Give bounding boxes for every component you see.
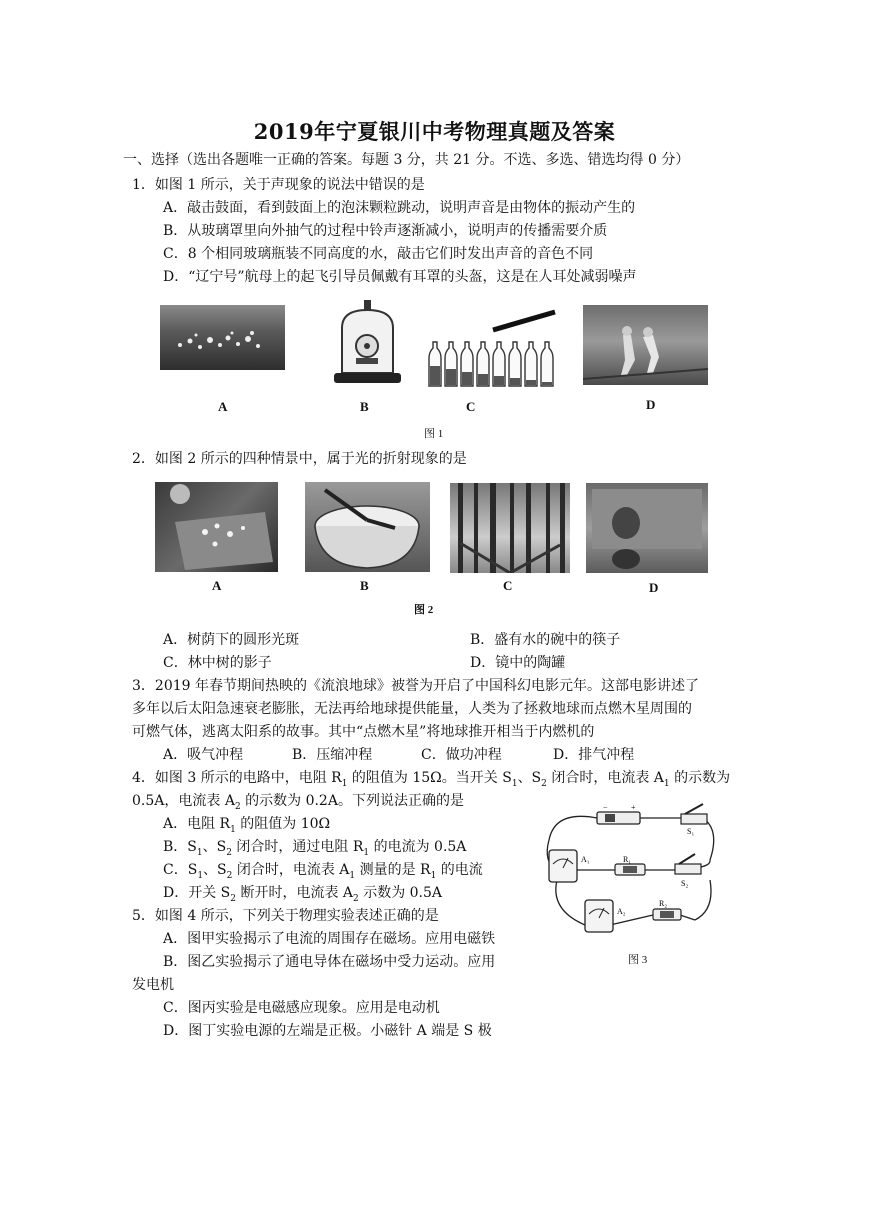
q4-option-b: B．$S_1$、$S_2$ 闭合时，通过电阻 $R_1$ 的电流为 0.5A	[163, 839, 467, 858]
svg-text:+: +	[631, 803, 636, 812]
q4-option-a: A．电阻 $R_1$ 的阻值为 10Ω	[163, 816, 331, 835]
q2-option-d: D．镜中的陶罐	[470, 655, 566, 671]
water-bottles-icon	[425, 308, 560, 390]
q4-line-2: 0.5A，电流表 $A_2$ 的示数为 0.2A。下列说法正确的是	[132, 793, 464, 812]
q1-stem: 1．如图 1 所示，关于声现象的说法中错误的是	[132, 177, 425, 193]
q3-option-d: D．排气冲程	[553, 747, 635, 763]
flight-deck-crew-icon	[583, 305, 708, 385]
fig3-circuit	[535, 800, 735, 945]
q3-option-c: C．做功冲程	[421, 747, 502, 763]
q1-option-c: C．8 个相同玻璃瓶装不同高度的水，敲击它们时发出声音的音色不同	[163, 246, 594, 262]
resistor-r2-icon	[653, 909, 681, 920]
q2-stem: 2．如图 2 所示的四种情景中，属于光的折射现象的是	[132, 451, 467, 467]
fig2-image-c	[450, 483, 570, 573]
q5-option-a: A．图甲实验揭示了电流的周围存在磁场。应用电磁铁	[163, 931, 496, 947]
q3-line-3: 可燃气体，逃离太阳系的故事。其中“点燃木星”将地球推开相当于内燃机的	[132, 724, 595, 740]
bowl-chopstick-icon	[305, 482, 430, 572]
fig1-label-c: C	[466, 399, 476, 414]
q1-option-b: B．从玻璃罩里向外抽气的过程中铃声逐渐减小，说明声的传播需要介质	[163, 223, 608, 239]
svg-text:S₂: S₂	[681, 879, 689, 888]
q3-option-b: B．压缩冲程	[292, 747, 373, 763]
q2-option-b: B．盛有水的碗中的筷子	[470, 632, 621, 648]
q5-stem: 5．如图 4 所示，下列关于物理实验表述正确的是	[132, 908, 439, 924]
q5-option-c: C．图丙实验是电磁感应现象。应用是电动机	[163, 1000, 440, 1016]
q1-option-a: A．敲击鼓面，看到鼓面上的泡沫颗粒跳动，说明声音是由物体的振动产生的	[163, 200, 636, 216]
drum-foam-icon	[160, 305, 285, 370]
fig1-label-a: A	[218, 399, 228, 414]
svg-text:A₂: A₂	[617, 907, 626, 916]
mirror-pot-icon	[586, 483, 708, 573]
q3-line-2: 多年以后太阳急速衰老膨胀，无法再给地球提供能量，人类为了拯救地球而点燃木星周围的	[132, 701, 692, 717]
fig2-label-c: C	[503, 578, 513, 593]
section-header: 一、选择（选出各题唯一正确的答案。每题 3 分，共 21 分。不选、多选、错选均得 0 分）	[123, 152, 690, 168]
svg-text:R₂: R₂	[659, 899, 668, 908]
q1-option-d: D．“辽宁号”航母上的起飞引导员佩戴有耳罩的头盔，这是在人耳处减弱噪声	[163, 269, 637, 285]
fig3-caption: 图 3	[628, 954, 648, 966]
fig2-caption: 图 2	[414, 604, 434, 616]
leaf-shadow-light-spots-icon	[155, 482, 278, 572]
q2-option-c: C．林中树的影子	[163, 655, 272, 671]
q4-line-1: 4．如图 3 所示的电路中，电阻 $R_1$ 的阻值为 15Ω。当开关 $S_1$、$S_2$ 闭合时，电流表 $A_1$ 的示数为	[132, 770, 731, 789]
fig1-label-b: B	[360, 399, 369, 414]
q2-option-a: A．树荫下的圆形光斑	[163, 632, 300, 648]
ammeter-a1-icon	[549, 850, 577, 882]
fig2-label-d: D	[649, 580, 659, 595]
fig1-caption: 图 1	[424, 428, 444, 440]
fig2-image-b	[305, 482, 430, 572]
fig1-image-a	[160, 305, 285, 370]
q5-option-b-continued: 发电机	[132, 977, 174, 993]
ammeter-a2-icon	[585, 900, 613, 932]
fig2-label-b: B	[360, 578, 369, 593]
fig1-image-c	[425, 308, 560, 390]
fig2-label-a: A	[212, 578, 222, 593]
q4-option-c: C．$S_1$、$S_2$ 闭合时，电流表 $A_1$ 测量的是 $R_1$ 的电流	[163, 862, 483, 881]
q5-option-d: D．图丁实验电源的左端是正极。小磁针 A 端是 S 极	[163, 1023, 492, 1039]
bell-jar-icon	[330, 298, 405, 388]
switch-s1-icon	[681, 804, 707, 824]
q4-option-d: D．开关 $S_2$ 断开时，电流表 $A_2$ 示数为 0.5A	[163, 885, 443, 904]
svg-text:S₁: S₁	[687, 827, 695, 836]
svg-text:A₁: A₁	[581, 855, 590, 864]
q5-option-b: B．图乙实验揭示了通电导体在磁场中受力运动。应用	[163, 954, 496, 970]
fig1-label-d: D	[646, 397, 656, 412]
circuit-diagram-icon	[535, 800, 735, 945]
battery-icon	[597, 812, 640, 824]
fig2-image-a	[155, 482, 278, 572]
q3-line-1: 3．2019 年春节期间热映的《流浪地球》被誉为开启了中国科幻电影元年。这部电影讲述了	[132, 678, 699, 694]
fig1-image-b	[330, 298, 405, 388]
resistor-r1-icon	[615, 864, 645, 875]
fig2-image-d	[586, 483, 708, 573]
svg-text:−: −	[603, 803, 608, 812]
switch-s2-icon	[675, 854, 701, 874]
q3-option-a: A．吸气冲程	[163, 747, 244, 763]
page-title: 2019年宁夏银川中考物理真题及答案	[253, 119, 616, 144]
svg-text:R₁: R₁	[623, 855, 632, 864]
forest-shadows-icon	[450, 483, 570, 573]
fig1-image-d	[583, 305, 708, 385]
